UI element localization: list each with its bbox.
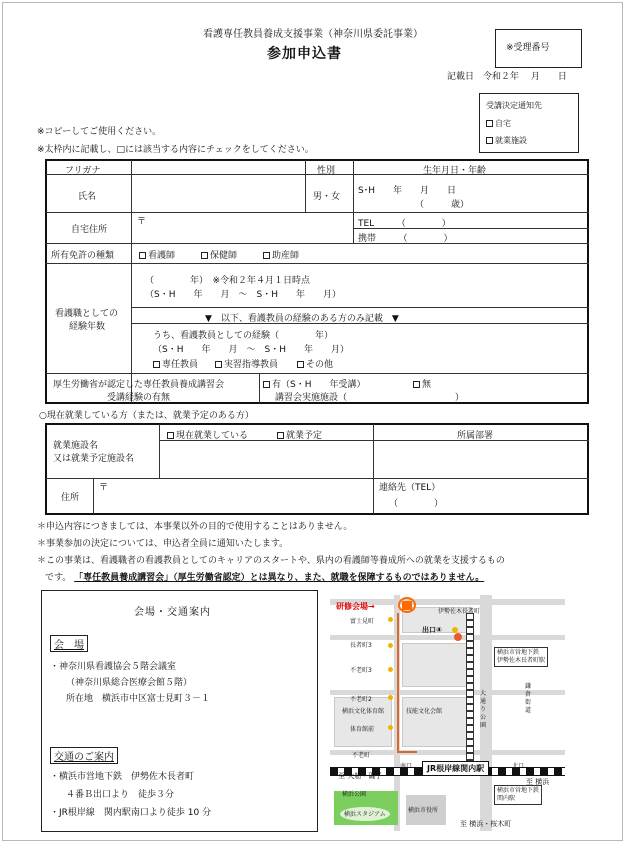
instruction-fill: ※太枠内に記載し、□には該当する内容にチェックをしてください。: [37, 145, 314, 155]
form-title: 参加申込書: [267, 46, 342, 62]
furigana-label: フリガナ: [65, 166, 101, 176]
checkbox-icon[interactable]: [201, 252, 208, 259]
venue-line-1: ・神奈川県看護協会５階会議室: [50, 662, 177, 672]
checkbox-icon[interactable]: [139, 252, 146, 259]
receipt-number-box: [495, 29, 582, 68]
map-label-nagase: 長者町3: [350, 642, 372, 649]
walking-route: [397, 613, 399, 753]
note-disclaimer-bold: 「専任教員養成講習会」（厚生労働省認定）とは異なり、また、就職を保障するものではありません。: [74, 573, 485, 583]
checkbox-icon[interactable]: [153, 361, 160, 368]
transit-heading: 交通のご案内: [50, 747, 118, 764]
work-address-label: 住所: [61, 493, 80, 503]
age-value[interactable]: （ 歳）: [415, 200, 470, 210]
facility-name-label-2: 又は就業予定施設名: [53, 454, 135, 464]
course-facility-field[interactable]: 講習会実施施設（ ）: [275, 393, 465, 403]
checkbox-icon[interactable]: [215, 361, 222, 368]
venue-building-icon: [402, 601, 412, 610]
furigana-name-field[interactable]: [133, 175, 304, 211]
access-map: [330, 595, 565, 831]
subway-kannai-station: 横浜市営地下鉄 関内駅: [494, 785, 542, 805]
map-label-fuji: 富士見町: [350, 618, 375, 625]
course-experience-label-2: 受講経験の有無: [107, 393, 171, 403]
course-no-option[interactable]: 無: [413, 377, 431, 390]
transit-line-1: ・横浜市営地下鉄 伊勢佐木長者町: [50, 772, 195, 782]
bus-stop-icon: [388, 725, 393, 730]
jr-station-label: JR根岸線関内駅: [422, 761, 489, 776]
tel-field[interactable]: TEL （ ）: [358, 219, 451, 229]
bus-stop-icon: [388, 667, 393, 672]
bus-stop-icon: [388, 695, 393, 700]
birthdate-value[interactable]: S･H 年 月 日: [358, 186, 456, 196]
map-label-cityhall: 横浜市役所: [408, 807, 439, 814]
map-label-isezaki: 伊勢佐木長者町: [438, 608, 481, 615]
access-info-box: [41, 590, 318, 832]
license-midwife-option[interactable]: 助産師: [263, 248, 299, 261]
note-purpose: ＊この事業は、看護職者の看護教員としてのキャリアのスタートや、県内の看護師等養成所への就業を支援するもの: [37, 556, 505, 566]
teacher-experience-period[interactable]: （S・H 年 月 ～ S・H 年 月）: [153, 345, 349, 355]
experience-years[interactable]: （ 年） ※令和２年４月１日時点: [145, 276, 311, 286]
venue-arrow-label: 研修会場→: [336, 602, 375, 611]
map-label-furosho3: 不老町3: [350, 667, 372, 674]
checkbox-icon[interactable]: [277, 432, 284, 439]
course-yes-option[interactable]: 有（S・H 年受講）: [263, 377, 365, 390]
map-block: [402, 697, 472, 747]
checkbox-icon[interactable]: [297, 361, 304, 368]
gender-label: 性別: [317, 166, 336, 176]
exit-marker-icon: [454, 633, 462, 641]
map-label-osaka: 大通り公園: [480, 690, 487, 729]
map-label-bunka1: 横浜文化体育館: [342, 708, 385, 715]
license-nurse-option[interactable]: 看護師: [139, 248, 175, 261]
checkbox-icon[interactable]: [486, 137, 493, 144]
map-label-furosho1: 不老町: [352, 752, 371, 759]
home-address-label: 自宅住所: [71, 225, 108, 235]
application-form-page: [2, 2, 623, 841]
role-other-option[interactable]: その他: [297, 357, 333, 370]
experience-label-2: 経験年数: [69, 322, 106, 332]
role-fulltime-option[interactable]: 専任教員: [153, 357, 198, 370]
map-label-bunka2: 技能文化会館: [406, 708, 443, 715]
venue-heading: 会 場: [50, 635, 88, 652]
exit-label: 出口④: [422, 626, 442, 634]
subway-isezaki-station: 横浜市営地下鉄 伊勢佐木長者町駅: [494, 647, 548, 667]
subway-line: [466, 613, 474, 763]
birthdate-label: 生年月日・年齢: [423, 166, 487, 176]
map-label-kita: 北口: [512, 763, 525, 770]
name-label: 氏名: [78, 192, 97, 202]
role-clinical-option[interactable]: 実習指導教員: [215, 357, 278, 370]
license-type-label: 所有免許の種類: [51, 251, 115, 261]
note-notification: ＊事業参加の決定については、申込者全員に通知いたします。: [37, 539, 289, 549]
teacher-experience-years[interactable]: うち、看護教員としての経験（ 年）: [153, 331, 334, 341]
work-postal-mark[interactable]: 〒: [99, 483, 109, 493]
teacher-only-banner: ▼ 以下、看護教員の経験のある方のみ記載 ▼: [205, 314, 399, 324]
map-label-to-sakuragi: 至 横浜・桜木町: [460, 820, 512, 828]
bus-stop-icon: [388, 617, 393, 622]
map-label-gym: 体育館前: [350, 726, 375, 733]
venue-line-2: （神奈川県総合医療会館５階）: [66, 678, 193, 688]
access-heading: 会場・交通案内: [134, 607, 211, 618]
map-block: [402, 643, 472, 687]
planned-employment-option[interactable]: 就業予定: [277, 428, 322, 441]
checkbox-icon[interactable]: [167, 432, 174, 439]
facility-name-field[interactable]: [161, 443, 371, 477]
entry-date: 記載日 令和２年 月 日: [447, 72, 567, 82]
facility-name-label-1: 就業施設名: [53, 441, 99, 451]
checkbox-icon[interactable]: [263, 252, 270, 259]
walking-route: [397, 751, 417, 753]
department-label: 所属部署: [457, 431, 494, 441]
map-label-to-yokohama: 至 横浜: [526, 778, 550, 786]
currently-employed-option[interactable]: 現在就業している: [167, 428, 248, 441]
map-block: [334, 697, 392, 747]
map-label-park: 横浜公園: [342, 791, 367, 798]
notify-workplace-option[interactable]: 就業施設: [486, 135, 527, 146]
experience-period[interactable]: （S・H 年 月 ～ S・H 年 月）: [145, 290, 341, 300]
note-privacy: ＊申込内容につきましては、本事業以外の目的で使用することはありません。: [37, 522, 353, 532]
instruction-copy: ※コピーしてご使用ください。: [37, 127, 162, 137]
course-experience-label-1: 厚生労働省が認定した専任教員養成講習会: [53, 380, 225, 390]
map-label-to-ofuna: 至 大船・磯子: [338, 772, 383, 780]
home-postal-mark[interactable]: 〒: [137, 217, 147, 227]
notification-title: 受講決定通知先: [486, 101, 542, 110]
map-label-kamakura: 鎌倉街道: [525, 683, 532, 714]
map-label-furosho2: 不老町2: [350, 696, 372, 703]
note-disclaimer-prefix: です。: [45, 573, 72, 583]
checkbox-icon[interactable]: [486, 120, 493, 127]
gender-value[interactable]: 男・女: [313, 192, 341, 202]
checkbox-icon[interactable]: [263, 381, 270, 388]
license-phn-option[interactable]: 保健師: [201, 248, 237, 261]
notify-home-option[interactable]: 自宅: [486, 118, 511, 129]
venue-address: 所在地 横浜市中区富士見町３－１: [66, 694, 211, 704]
contact-tel-field[interactable]: （ ）: [389, 499, 444, 509]
bus-stop-icon: [388, 643, 393, 648]
notification-destination-box: [479, 93, 579, 153]
contact-tel-label: 連絡先（TEL）: [379, 483, 441, 493]
mobile-field[interactable]: 携帯 （ ）: [358, 234, 453, 244]
map-label-stadium: 横浜スタジアム: [344, 811, 386, 818]
transit-line-2: ４番Ｂ出口より 徒歩３分: [66, 790, 175, 800]
map-road: [330, 635, 565, 640]
department-field[interactable]: [375, 443, 587, 477]
note-disclaimer: [45, 570, 484, 583]
map-label-minami: 南口: [400, 763, 413, 770]
transit-line-3: ・JR根岸線 関内駅南口より徒歩 10 分: [50, 808, 212, 818]
work-section-heading: ○現在就業している方（または、就業予定のある方）: [39, 411, 254, 421]
checkbox-icon[interactable]: [413, 381, 420, 388]
form-subtitle: 看護専任教員養成支援事業（神奈川県委託事業）: [203, 29, 423, 40]
receipt-number-label: ※受理番号: [506, 43, 550, 53]
experience-label-1: 看護職としての: [55, 309, 119, 319]
